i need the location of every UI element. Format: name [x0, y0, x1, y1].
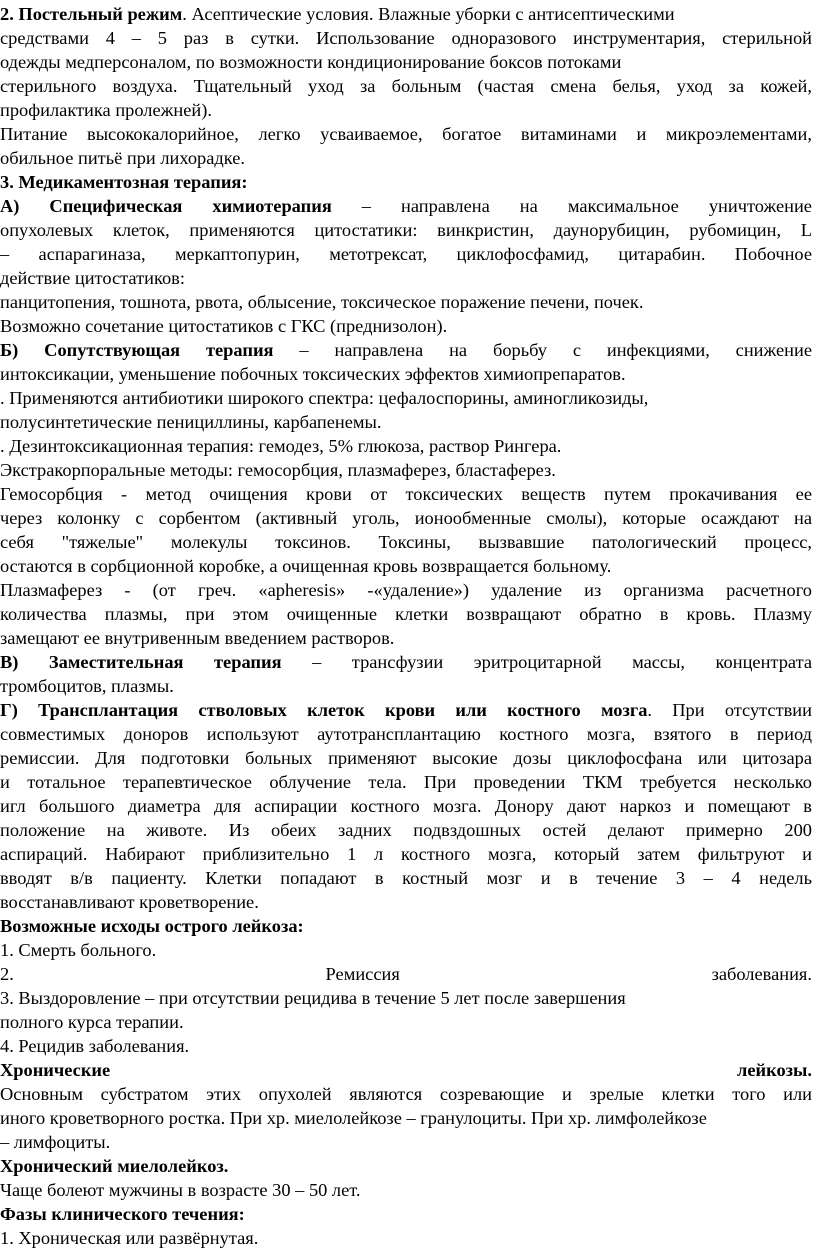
text-line [0, 266, 185, 290]
text-run: положение на животе. Из обеих задних подвздошных остей делают примерно 200 [0, 820, 812, 840]
text-run: остаются в сорбционной коробке, а очищенная кровь возвращается больному. [0, 556, 612, 576]
text-run: 1. Смерть больного. [0, 940, 157, 960]
text-run: вводят в/в пациенту. Клетки попадают в костный мозг и в течение 3 – 4 недель [0, 868, 812, 888]
text-line [0, 242, 812, 266]
text-line [0, 410, 382, 434]
text-run: ремиссии. Для подготовки больных применяют высокие дозы циклофосфана или цитозара [0, 748, 812, 768]
bold-text-run: Г) Трансплантация стволовых клеток крови или костного мозга [0, 700, 648, 720]
text-run: тромбоцитов, плазмы. [0, 676, 174, 696]
text-run: Возможно сочетание цитостатиков с ГКС (преднизолон). [0, 316, 448, 336]
text-line [0, 674, 174, 698]
text-run: себя "тяжелые" молекулы токсинов. Токсины, вызвавшие патологический процесс, [0, 532, 812, 552]
text-run: 1. Хроническая или развёрнутая. [0, 1228, 259, 1248]
text-run: Гемосорбция - метод очищения крови от токсических веществ путем прокачивания ее [0, 484, 812, 504]
text-line [0, 698, 812, 722]
text-run: опухолевых клеток, применяются цитостатики: винкристин, даунорубицин, рубомицин, L [0, 220, 812, 240]
text-run: панцитопения, тошнота, рвота, облысение, токсическое поражение печени, почек. [0, 292, 644, 312]
text-line [0, 386, 648, 410]
text-line [0, 554, 611, 578]
bold-text-run: А) Специфическая химиотерапия [0, 196, 332, 216]
text-line [0, 74, 812, 98]
text-line [0, 1202, 245, 1226]
text-run: замещают ее внутривенным введением растворов. [0, 628, 395, 648]
text-line [0, 1130, 110, 1154]
bold-text-run: В) Заместительная терапия [0, 652, 282, 672]
text-line [0, 722, 812, 746]
text-line [0, 434, 561, 458]
text-run: стерильного воздуха. Тщательный уход за больным (частая смена белья, уход за кожей, [0, 76, 812, 96]
text-line [0, 1010, 184, 1034]
text-run: . Применяются антибиотики широкого спектра: цефалоспорины, аминогликозиды, [0, 388, 649, 408]
text-run: 2. Ремиссия заболевания. [0, 964, 812, 984]
text-line [0, 914, 304, 938]
text-line [0, 314, 447, 338]
text-run: Питание высококалорийное, легко усваиваемое, богатое витаминами и микроэлементами, [0, 124, 812, 144]
text-line [0, 626, 394, 650]
text-line [0, 290, 643, 314]
text-run: – трансфузии эритроцитарной массы, концентрата [281, 652, 812, 672]
text-line [0, 122, 812, 146]
text-run: Экстракорпоральные методы: гемосорбция, плазмаферез, бластаферез. [0, 460, 556, 480]
text-line [0, 1034, 189, 1058]
text-run: – направлена на максимальное уничтожение [331, 196, 812, 216]
text-run: иного кроветворного ростка. При хр. миелолейкозе – гранулоциты. При хр. лимфолейкозе [0, 1108, 707, 1128]
text-line [0, 578, 812, 602]
text-line [0, 458, 556, 482]
text-run: . При отсутствии [647, 700, 812, 720]
text-run: полного курса терапии. [0, 1012, 184, 1032]
text-line [0, 842, 812, 866]
text-line [0, 170, 247, 194]
text-line [0, 962, 812, 986]
text-line [0, 770, 812, 794]
text-line [0, 1226, 258, 1250]
text-line [0, 146, 245, 170]
text-line [0, 818, 812, 842]
text-run: . Дезинтоксикационная терапия: гемодез, 5% глюкоза, раствор Рингера. [0, 436, 562, 456]
text-run: через колонку с сорбентом (активный уголь, ионообменные смолы), которые осаждают на [0, 508, 812, 528]
text-run: – направлена на борьбу с инфекциями, снижение [273, 340, 812, 360]
text-run: аспираций. Набирают приблизительно 1 л костного мозга, который затем фильтруют и [0, 844, 812, 864]
text-line [0, 1058, 812, 1082]
text-line [0, 1106, 707, 1130]
text-line [0, 1082, 812, 1106]
text-run: игл большого диаметра для аспирации костного мозга. Донору дают наркоз и помещают в [0, 796, 812, 816]
text-run: действие цитостатиков: [0, 268, 185, 288]
text-line [0, 1154, 228, 1178]
text-line [0, 986, 626, 1010]
bold-text-run: Фазы клинического течения: [0, 1204, 245, 1224]
text-run: Плазмаферез - (от греч. «apheresis» -«удаление») удаление из организма расчетного [0, 580, 812, 600]
text-run: – аспарагиназа, меркаптопурин, метотрексат, циклофосфамид, цитарабин. Побочное [0, 244, 812, 264]
bold-text-run: Возможные исходы острого лейкоза: [0, 916, 304, 936]
text-run: и тотальное терапевтическое облучение тела. При проведении ТКМ требуется несколько [0, 772, 812, 792]
bold-text-run: 3. Медикаментозная терапия: [0, 172, 248, 192]
text-run: 3. Выздоровление – при отсутствии рецидива в течение 5 лет после завершения [0, 988, 626, 1008]
text-line [0, 938, 156, 962]
text-run: полусинтетические пенициллины, карбапенемы. [0, 412, 382, 432]
bold-text-run: Хронические лейкозы. [0, 1060, 812, 1080]
text-run: обильное питьё при лихорадке. [0, 148, 245, 168]
text-line [0, 362, 626, 386]
text-run: восстанавливают кроветворение. [0, 892, 259, 912]
text-run: совместимых доноров используют аутотрансплантацию костного мозга, взятого в период [0, 724, 812, 744]
text-run: Основным субстратом этих опухолей являются созревающие и зрелые клетки того или [0, 1084, 812, 1104]
text-line [0, 194, 812, 218]
text-line [0, 218, 812, 242]
text-line [0, 2, 675, 26]
text-line [0, 338, 812, 362]
text-line [0, 794, 812, 818]
bold-text-run: Б) Сопутствующая терапия [0, 340, 274, 360]
text-run: средствами 4 – 5 раз в сутки. Использование одноразового инструментария, стерильной [0, 28, 812, 48]
text-run: одежды медперсоналом, по возможности кондиционирование боксов потоками [0, 52, 622, 72]
bold-text-run: 2. Постельный режим [0, 4, 183, 24]
text-line [0, 482, 812, 506]
text-run: интоксикации, уменьшение побочных токсических эффектов химиопрепаратов. [0, 364, 626, 384]
text-run: количества плазмы, при этом очищенные клетки возвращают обратно в кровь. Плазму [0, 604, 812, 624]
text-run: 4. Рецидив заболевания. [0, 1036, 190, 1056]
bold-text-run: Хронический миелолейкоз. [0, 1156, 229, 1176]
text-line [0, 890, 259, 914]
text-line [0, 530, 812, 554]
text-run: профилактика пролежней). [0, 100, 212, 120]
text-line [0, 98, 212, 122]
text-line [0, 26, 812, 50]
text-run: – лимфоциты. [0, 1132, 111, 1152]
text-line [0, 866, 812, 890]
text-line [0, 50, 621, 74]
text-run: . Асептические условия. Влажные уборки с антисептическими [182, 4, 675, 24]
text-run: Чаще болеют мужчины в возрасте 30 – 50 лет. [0, 1180, 361, 1200]
text-line [0, 650, 812, 674]
text-line [0, 1178, 361, 1202]
text-line [0, 746, 812, 770]
text-line [0, 506, 812, 530]
text-line [0, 602, 812, 626]
